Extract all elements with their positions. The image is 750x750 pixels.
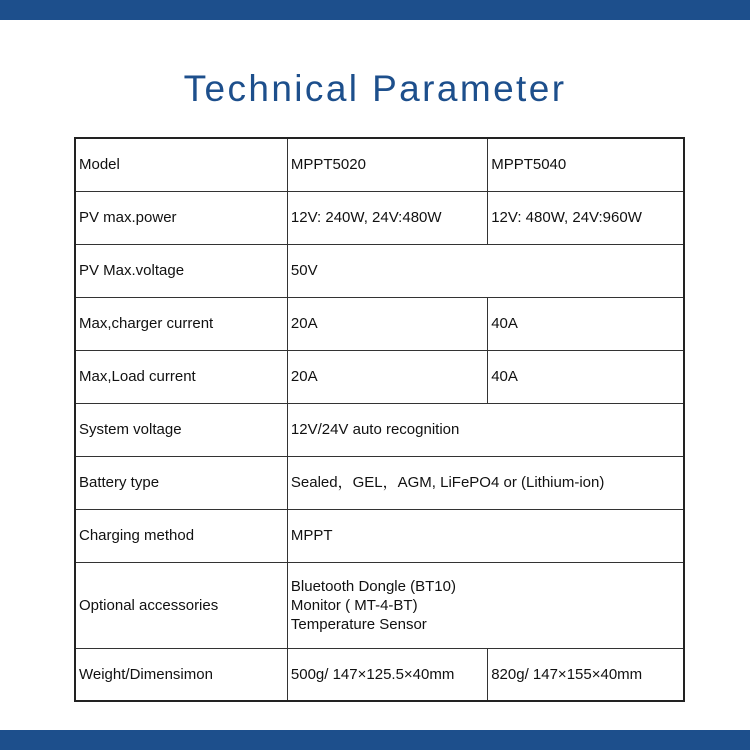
cell-shared-value: Sealed，GEL，AGM, LiFePO4 or (Lithium-ion) — [287, 456, 684, 509]
cell-mppt5020: 500g/ 147×125.5×40mm — [287, 648, 487, 701]
table-row-model — [75, 138, 684, 191]
accessory-item: Monitor ( MT-4-BT) — [290, 596, 418, 614]
table-row-battery-type — [75, 456, 684, 509]
cell-mppt5020: 12V: 240W, 24V:480W — [287, 191, 487, 244]
table-row-charging-method — [75, 509, 684, 562]
row-label: Weight/Dimensimon — [75, 648, 287, 701]
table-row-system-voltage — [75, 403, 684, 456]
cell-mppt5020: 20A — [287, 297, 487, 350]
table-row-optional-accessories — [75, 562, 684, 648]
cell-mppt5040: MPPT5040 — [488, 138, 684, 191]
row-label: Max,charger current — [75, 297, 287, 350]
accessory-item: Temperature Sensor — [290, 615, 427, 633]
page-title: Technical Parameter — [183, 68, 567, 109]
row-label: System voltage — [75, 403, 287, 456]
bottom-banner-stripe — [0, 730, 750, 750]
table-row-pv-max-voltage — [75, 244, 684, 297]
cell-mppt5040: 12V: 480W, 24V:960W — [488, 191, 684, 244]
cell-mppt5020: MPPT5020 — [287, 138, 487, 191]
cell-shared-value: 12V/24V auto recognition — [287, 403, 684, 456]
table-row-load-current — [75, 350, 684, 403]
cell-shared-value: MPPT — [287, 509, 684, 562]
row-label: Optional accessories — [75, 562, 287, 648]
row-label: Battery type — [75, 456, 287, 509]
row-label: Model — [75, 138, 287, 191]
row-label: Max,Load current — [75, 350, 287, 403]
cell-shared-value: 50V — [287, 244, 684, 297]
cell-mppt5040: 820g/ 147×155×40mm — [488, 648, 684, 701]
table-row-charger-current — [75, 297, 684, 350]
row-label: PV Max.voltage — [75, 244, 287, 297]
cell-mppt5040: 40A — [488, 297, 684, 350]
cell-mppt5040: 40A — [488, 350, 684, 403]
top-banner-stripe — [0, 0, 750, 20]
row-label: Charging method — [75, 509, 287, 562]
accessory-item: Bluetooth Dongle (BT10) — [290, 577, 456, 595]
cell-accessory-list — [287, 562, 684, 648]
technical-parameter-table — [74, 137, 685, 702]
table-row-weight-dimension — [75, 648, 684, 701]
table-row-pv-max-power — [75, 191, 684, 244]
row-label: PV max.power — [75, 191, 287, 244]
cell-mppt5020: 20A — [287, 350, 487, 403]
